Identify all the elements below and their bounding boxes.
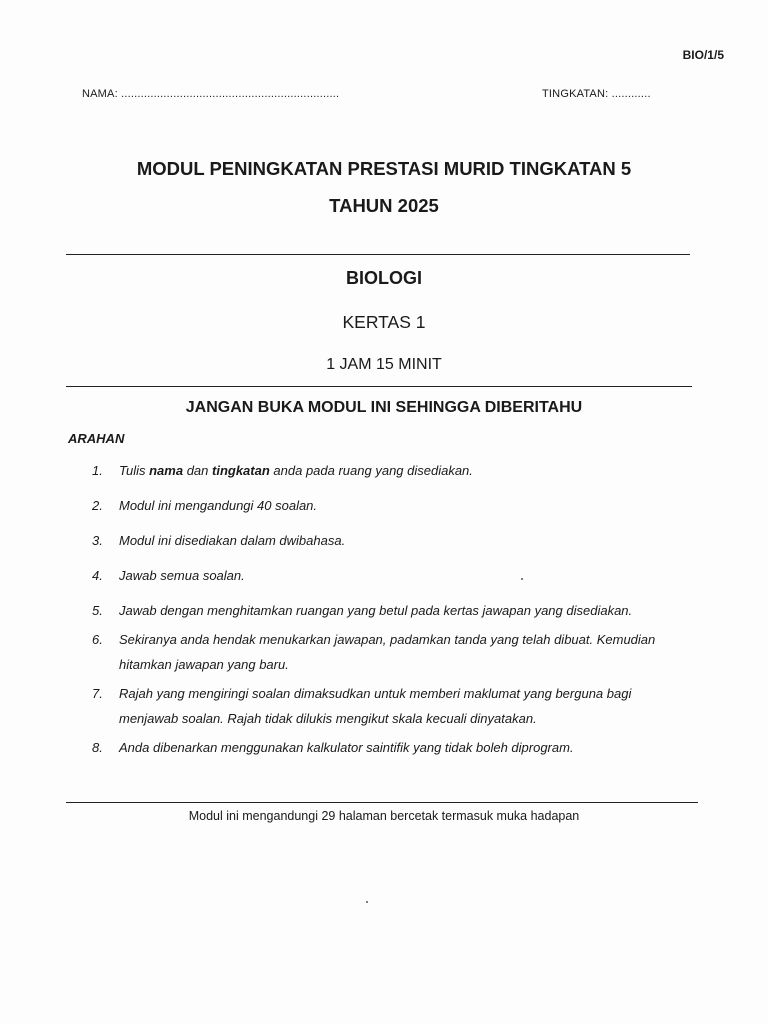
instruction-text: Rajah yang mengiringi soalan dimaksudkan untuk memberi maklumat yang berguna bagi menjawab soalan. Rajah tidak dilukis mengikut skala kecuali dinyatakan.: [119, 686, 632, 726]
instruction-text: Sekiranya anda hendak menukarkan jawapan, padamkan tanda yang telah dibuat. Kemudian hitamkan jawapan yang baru.: [119, 632, 656, 672]
instruction-bold-tingkatan: tingkatan: [212, 463, 270, 478]
instruction-number: 5.: [92, 603, 103, 618]
instruction-text: Jawab dengan menghitamkan ruangan yang betul pada kertas jawapan yang disediakan.: [119, 603, 633, 618]
instruction-number: 2.: [92, 498, 103, 513]
instruction-item-2: [92, 493, 712, 518]
instruction-text: Modul ini mengandungi 40 soalan.: [119, 498, 318, 513]
exam-duration: 1 JAM 15 MINIT: [326, 356, 442, 373]
page-count-note: Modul ini mengandungi 29 halaman bercetak termasuk muka hadapan: [188, 809, 580, 823]
instruction-number: 6.: [92, 632, 103, 647]
module-year: TAHUN 2025: [329, 195, 439, 216]
instruction-number: 3.: [92, 533, 103, 548]
instruction-bold-name: nama: [149, 463, 184, 478]
name-field: NAMA: ...................................................................: [82, 88, 340, 100]
instruction-item-8: [92, 735, 712, 760]
scan-speck: [366, 901, 368, 903]
subject-name: BIOLOGI: [346, 268, 422, 288]
divider-top: [66, 254, 690, 255]
scan-speck: [521, 578, 523, 580]
instruction-text-part: Tulis: [119, 463, 150, 478]
module-title: MODUL PENINGKATAN PRESTASI MURID TINGKATAN 5: [136, 158, 632, 179]
instruction-number: 8.: [92, 740, 103, 755]
instructions-list: [92, 458, 712, 760]
instruction-text: Jawab semua soalan.: [119, 568, 245, 583]
divider-bottom: [66, 802, 698, 803]
instruction-text-part: dan: [183, 463, 212, 478]
instruction-item-3: [92, 528, 712, 553]
paper-number: KERTAS 1: [342, 312, 426, 332]
instruction-text-part: anda pada ruang yang disediakan.: [269, 463, 473, 478]
instruction-text: [119, 458, 712, 483]
form-level-field: TINGKATAN: ............: [542, 88, 651, 100]
instruction-text: Modul ini disediakan dalam dwibahasa.: [119, 533, 346, 548]
warning-text: JANGAN BUKA MODUL INI SEHINGGA DIBERITAHU: [185, 399, 583, 416]
instruction-item-6: [92, 627, 692, 677]
instruction-text: Anda dibenarkan menggunakan kalkulator saintifik yang tidak boleh diprogram.: [119, 740, 574, 755]
instruction-item-7: [92, 681, 692, 731]
instruction-item-4: [92, 563, 712, 588]
instruction-number: 7.: [92, 686, 103, 701]
instruction-number: 4.: [92, 568, 103, 583]
paper-code: BIO/1/5: [682, 48, 724, 62]
instruction-number: 1.: [92, 463, 103, 478]
divider-middle: [66, 386, 692, 387]
instruction-item-5: [92, 598, 652, 623]
instruction-item-1: [92, 458, 712, 483]
instructions-title: ARAHAN: [68, 431, 125, 446]
